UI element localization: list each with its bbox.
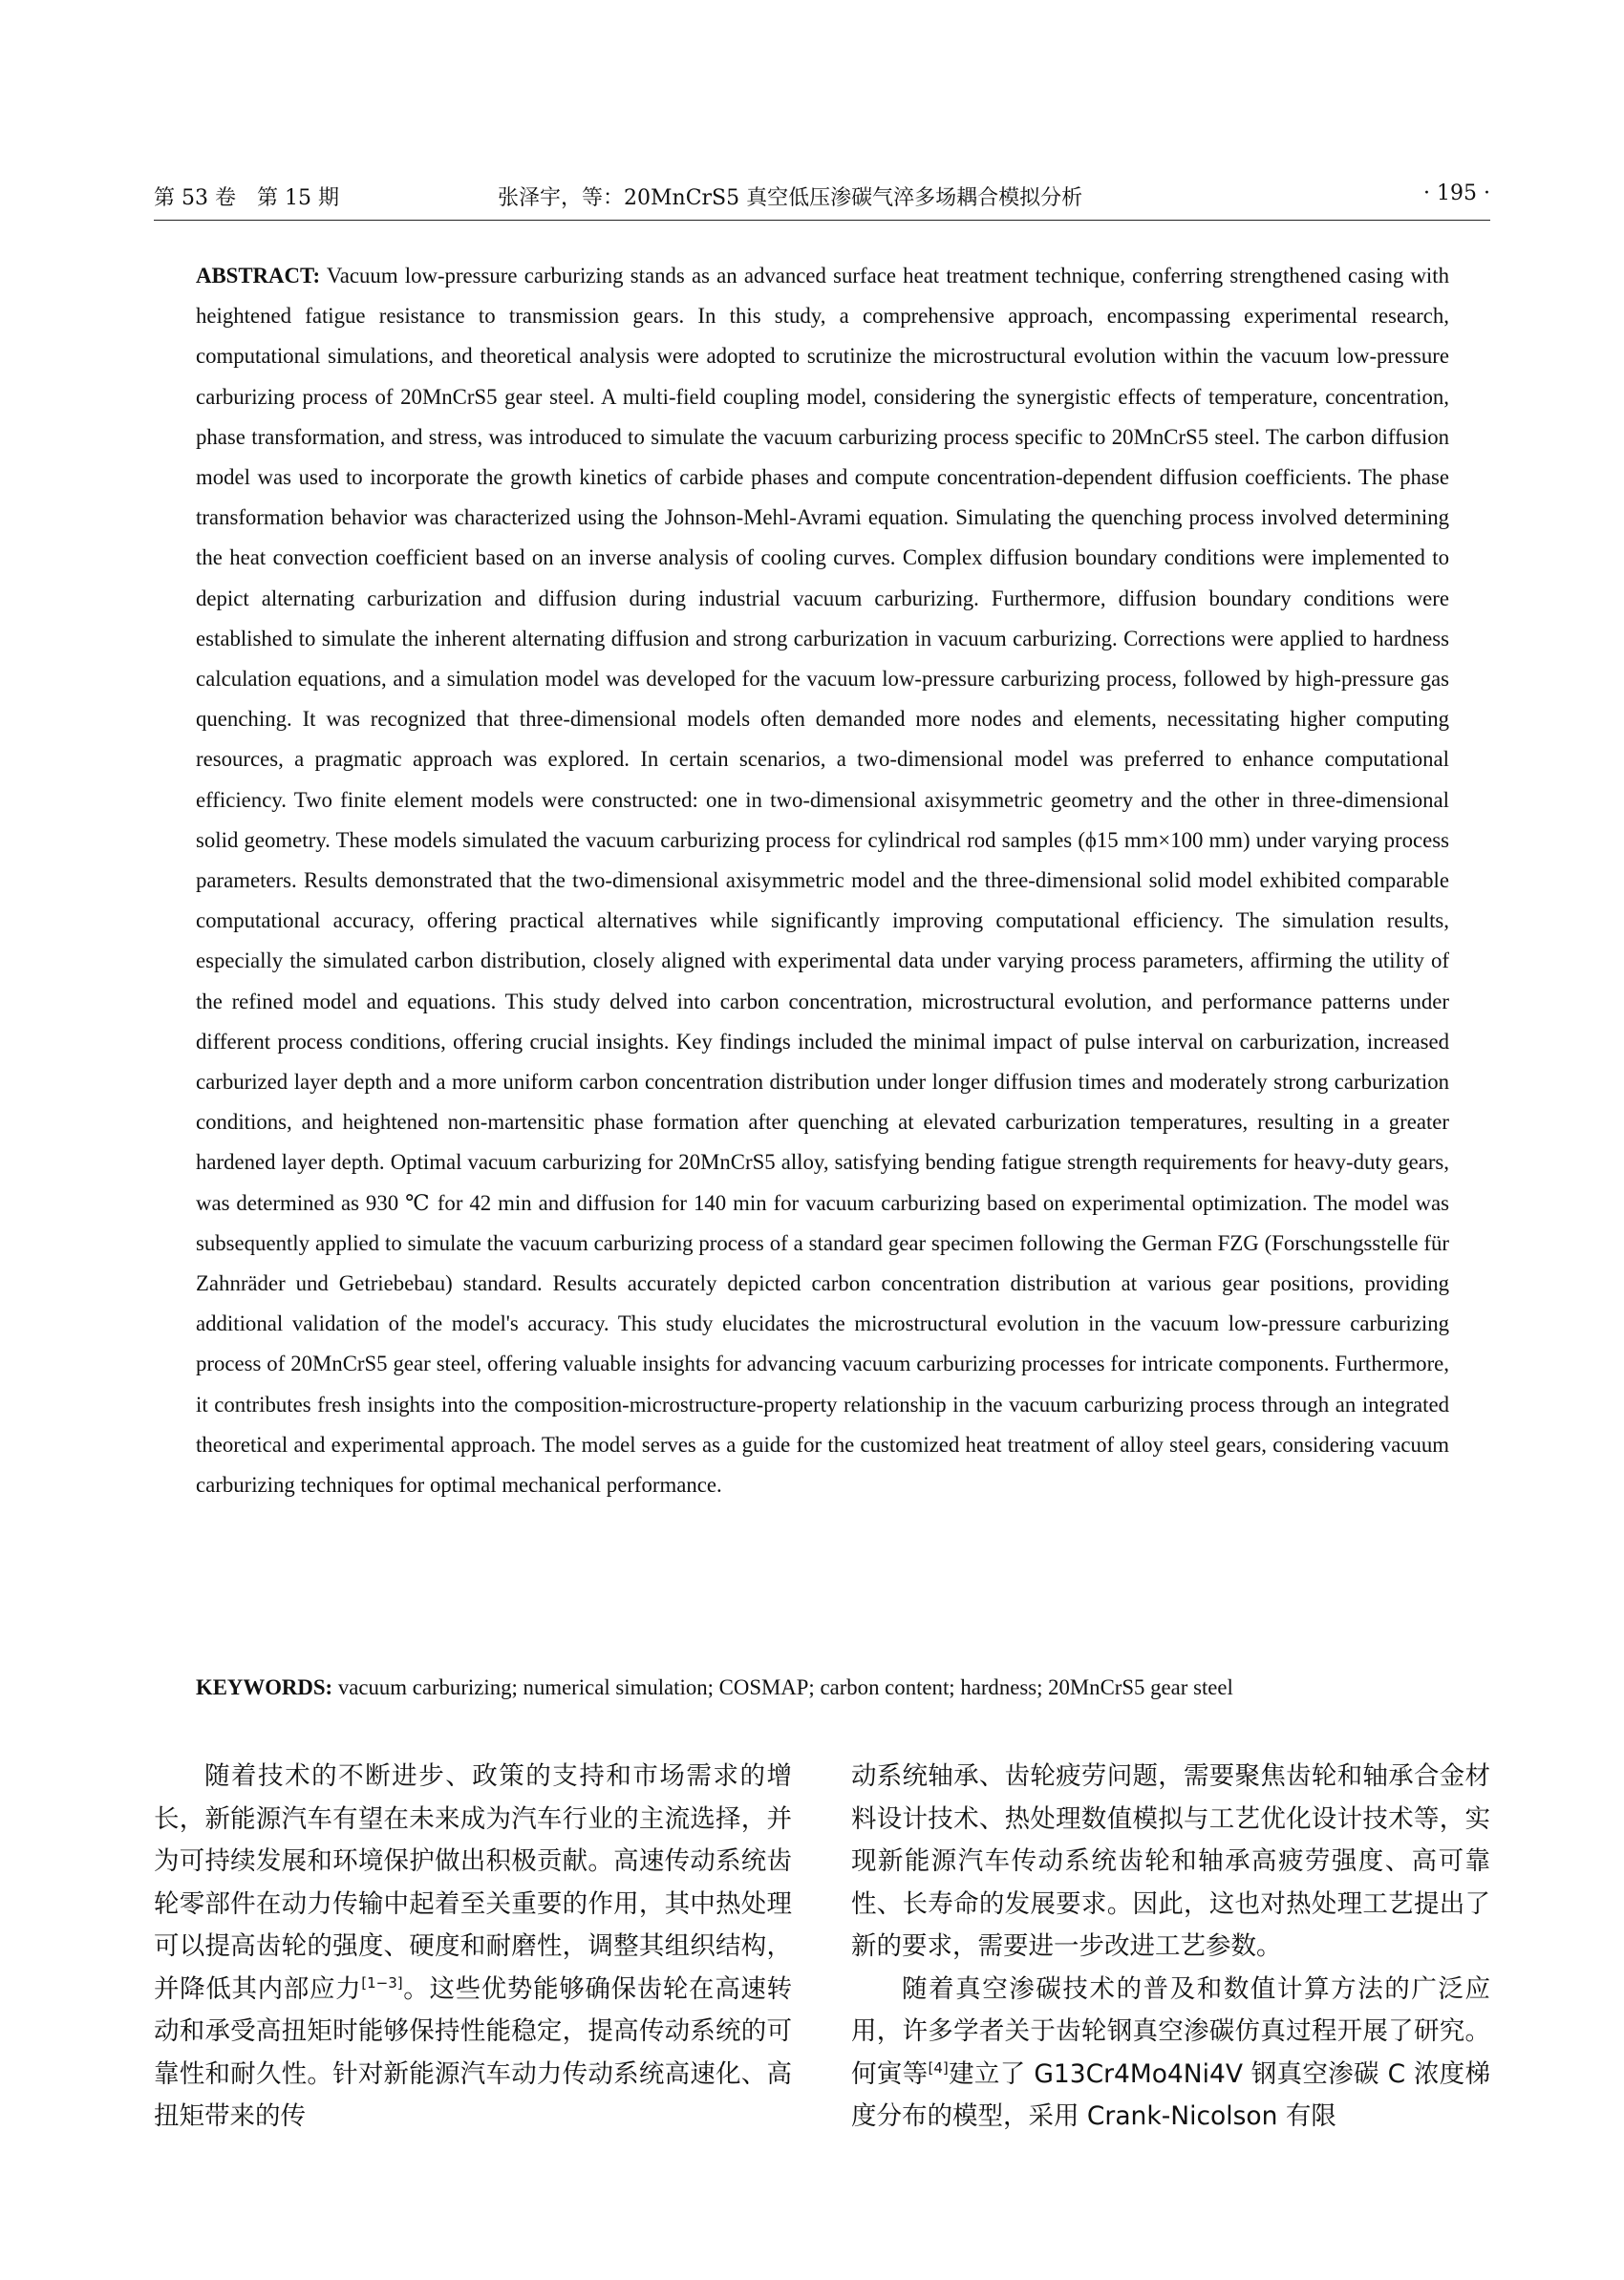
- abstract: [196, 256, 1449, 1505]
- keywords: [196, 1668, 1449, 1708]
- keywords-label: KEYWORDS:: [196, 1675, 333, 1699]
- citation-ref: [4]: [928, 2058, 949, 2077]
- body-column-left: [154, 1756, 792, 2139]
- body-paragraph: [154, 1756, 792, 2139]
- paragraph-text: 。这些优势能够确保齿轮在高速转动和承受高扭矩时能够保持性能稳定，提高传动系统的可靠性和耐久性。针对新能源汽车动力传动系统高速化、高扭矩带来的传: [154, 1973, 793, 2131]
- journal-volume-issue: 第 53 卷 第 15 期: [154, 186, 339, 210]
- keywords-text: vacuum carburizing; numerical simulation; COSMAP; carbon content; hardness; 20MnCrS5 gear steel: [337, 1675, 1233, 1699]
- paragraph-text: 随着真空渗碳技术的普及和数值计算方法的广泛应用，许多学者关于齿轮钢真空渗碳仿真过程开展了研究。何寅等: [851, 1973, 1490, 2089]
- body-paragraph: [851, 1969, 1490, 2139]
- running-header: [154, 178, 1490, 221]
- abstract-label: ABSTRACT:: [196, 264, 321, 288]
- paragraph-text: 动系统轴承、齿轮疲劳问题，需要聚焦齿轮和轴承合金材料设计技术、热处理数值模拟与工艺优化设计技术等，实现新能源汽车传动系统齿轮和轴承高疲劳强度、高可靠性、长寿命的发展要求。因此，这也对热处理工艺提出了新的要求，需要进一步改进工艺参数。: [851, 1761, 1490, 1961]
- body-paragraph-continued: [851, 1756, 1490, 1969]
- running-title: 张泽宇，等：20MnCrS5 真空低压渗碳气淬多场耦合模拟分析: [498, 186, 1083, 210]
- page-number: · 195 ·: [1423, 181, 1490, 205]
- paragraph-text: 建立了 G13Cr4Mo4Ni4V 钢真空渗碳 C 浓度梯度分布的模型，采用 Crank-Nicolson 有限: [851, 2058, 1491, 2131]
- paragraph-text: 随着技术的不断进步、政策的支持和市场需求的增长，新能源汽车有望在未来成为汽车行业的主流选择，并为可持续发展和环境保护做出积极贡献。高速传动系统齿轮零部件在动力传输中起着至关重要的作用，其中热处理可以提高齿轮的强度、硬度和耐磨性，调整其组织结构，并降低其内部应力: [154, 1761, 792, 2004]
- abstract-text: Vacuum low-pressure carburizing stands as an advanced surface heat treatment technique, conferring strengthened casing with heightened fatigue resistance to transmission gears. In this study, a comprehensive approach, encompassing experimental research, computational simulations, and theoretical analysis were adopted to scrutinize the microstructural evolution within the vacuum low-pressure carburizing process of 20MnCrS5 gear steel. A multi-field coupling model, considering the synergistic effects of temperature, concentration, phase transformation, and stress, was introduced to simulate the vacuum carburizing process specific to 20MnCrS5 steel. The carbon diffusion model was used to incorporate the growth kinetics of carbide phases and compute concentration-dependent diffusion coefficients. The phase transformation behavior was characterized using the Johnson-Mehl-Avrami equation. Simulating the quenching process involved determining the heat convection coefficient based on an inverse analysis of cooling curves. Complex diffusion boundary conditions were implemented to depict alternating carburization and diffusion during industrial vacuum carburizing. Furthermore, diffusion boundary conditions were established to simulate the inherent alternating diffusion and strong carburization in vacuum carburizing. Corrections were applied to hardness calculation equations, and a simulation model was developed for the vacuum low-pressure carburizing process, followed by high-pressure gas quenching. It was recognized that three-dimensional models often demanded more nodes and elements, necessitating higher computing resources, a pragmatic approach was explored. In certain scenarios, a two-dimensional model was preferred to enhance computational efficiency. Two finite element models were constructed: one in two-dimensional axisymmetric geometry and the other in three-dimensional solid geometry. These models simulated the vacuum carburizing process for cylindrical rod samples (ϕ15 mm×100 mm) under varying process parameters. Results demonstrated that the two-dimensional axisymmetric model and the three-dimensional solid model exhibited comparable computational accuracy, offering practical alternatives while significantly improving computational efficiency. The simulation results, especially the simulated carbon distribution, closely aligned with experimental data under varying process parameters, affirming the utility of the refined model and equations. This study delved into carbon concentration, microstructural evolution, and performance patterns under different process conditions, offering crucial insights. Key findings included the minimal impact of pulse interval on carburization, increased carburized layer depth and a more uniform carbon concentration distribution under longer diffusion times and moderately strong carburization conditions, and heightened non-martensitic phase formation after quenching at elevated carburization temperatures, resulting in a greater hardened layer depth. Optimal vacuum carburizing for 20MnCrS5 alloy, satisfying bending fatigue strength requirements for heavy-duty gears, was determined as 930 ℃ for 42 min and diffusion for 140 min for vacuum carburizing based on experimental optimization. The model was subsequently applied to simulate the vacuum carburizing process of a standard gear specimen following the German FZG (Forschungsstelle für Zahnräder und Getriebebau) standard. Results accurately depicted carbon concentration distribution at various gear positions, providing additional validation of the model's accuracy. This study elucidates the microstructural evolution in the vacuum low-pressure carburizing process of 20MnCrS5 gear steel, offering valuable insights for advancing vacuum carburizing processes for intricate components. Furthermore, it contributes fresh insights into the composition-microstructure-property relationship in the vacuum carburizing process through an integrated theoretical and experimental approach. The model serves as a guide for the customized heat treatment of alloy steel gears, considering vacuum carburizing techniques for optimal mechanical performance.: [196, 264, 1449, 1498]
- citation-ref: [1−3]: [361, 1973, 403, 1992]
- body-column-right: [851, 1756, 1490, 2139]
